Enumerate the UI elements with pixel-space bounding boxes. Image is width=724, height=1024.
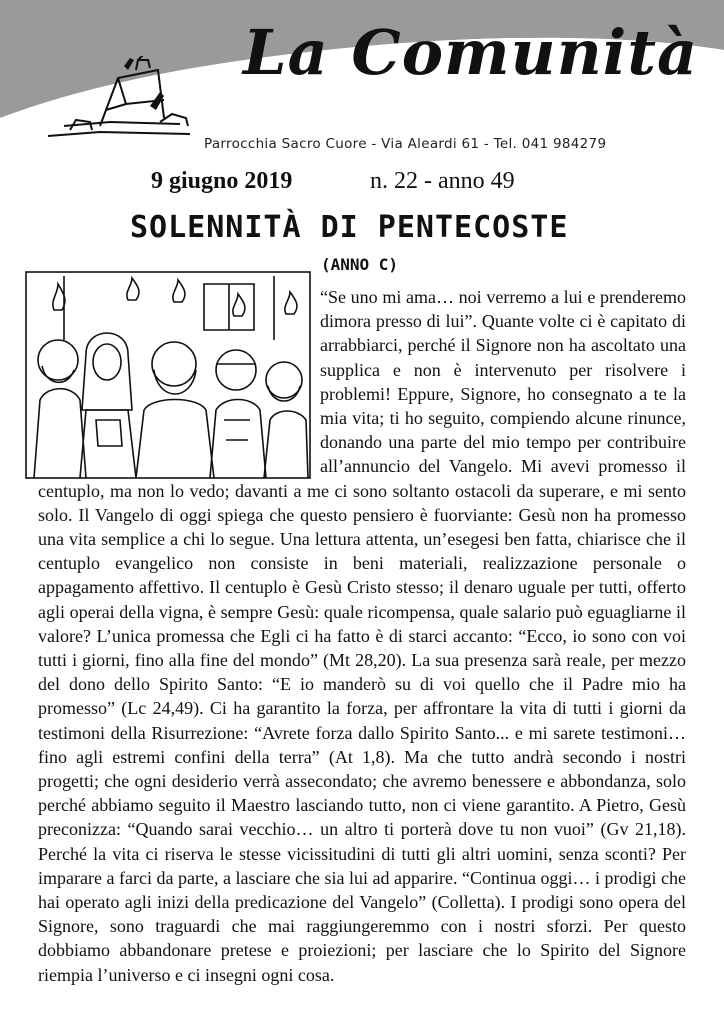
parish-info: Parrocchia Sacro Cuore - Via Aleardi 61 - Tel. 041 984279 [204, 136, 607, 152]
article-title: SOLENNITÀ DI PENTECOSTE [130, 210, 569, 245]
masthead-title: La Comunità [243, 16, 699, 89]
article-subtitle: (ANNO C) [321, 255, 399, 274]
article-body: “Se uno mi ama… noi verremo a lui e prenderemo dimora presso di lui”. Quante volte ci è capitato di arrabbiarci, perché il Signore non ha ascoltato una supplica e non è intervenuto per risolvere i problemi! Eppure, Signore, ho consegnato a te la mia vita; ti ho seguito, compiendo alcune rinunce, donando una parte del mio tempo per contribuire all’annuncio del Vangelo. Mi avevi promesso il centuplo, ma non lo vedo; davanti a me ci sono soltanto ostacoli da superare, e mi sento solo. Il Vangelo di oggi spiega che questo pensiero è fuorviante: Gesù non ha promesso una vita semplice a chi lo segue. Una lettura attenta, un’esegesi ben fatta, chiarisce che il centuplo evangelico non consiste in beni materiali, realizzazione personale o appagamento affettivo. Il centuplo è Gesù Cristo stesso; il denaro uguale per tutti, offerto agli operai della vigna, è sempre Gesù: quale ricompensa, quale salario può eguagliarne il valore? L’unica promessa che Egli ci ha fatto è di starci accanto: “Ecco, io sono con voi tutti i giorni, fino alla fine del mondo” (Mt 28,20). La sua presenza sarà reale, per mezzo del dono dello Spirito Santo: “E io manderò su di voi quello che il Padre mio ha promesso” (Lc 24,49). Ci ha garantito la forza, per affrontare la vita di tutti i giorni da testimoni della Risurrezione: “Avrete forza dallo Spirito Santo... e mi sarete testimoni… fino agli estremi confini della terra” (At 1,8). Ma che tutto andrà secondo i nostri progetti; che ogni desiderio verrà assecondato; che avremo benessere e abbondanza, solo perché abbiamo seguito il Maestro lasciando tutto, non ci viene garantito. A Pietro, Gesù preconizza: “Quando sarai vecchio… un altro ti porterà dove tu non vuoi” (Gv 21,18). Perché la vita ci riserva le stesse vicissitudini di tutti gli altri uomini, senza sconti? Per imparare a farci da parte, a lasciare che sia lui ad apparire. “Continua oggi… i prodigi che hai operato agli inizi della predicazione del Vangelo” (Colletta). I prodigi sono opera del Signore, sono traguardi che mai raggiungeremmo con i nostri sforzi. Per questo dobbiamo abbandonare pretese e proiezioni; per lasciare che lo Spirito del Signore riempia l’universo e ci insegni ogni cosa. [38, 287, 686, 985]
article-body-container [38, 285, 686, 987]
issue-date: 9 giugno 2019 [151, 168, 293, 194]
illustration-spacer [38, 285, 318, 475]
church-logo-icon [40, 56, 200, 148]
issue-number: n. 22 - anno 49 [370, 168, 515, 194]
